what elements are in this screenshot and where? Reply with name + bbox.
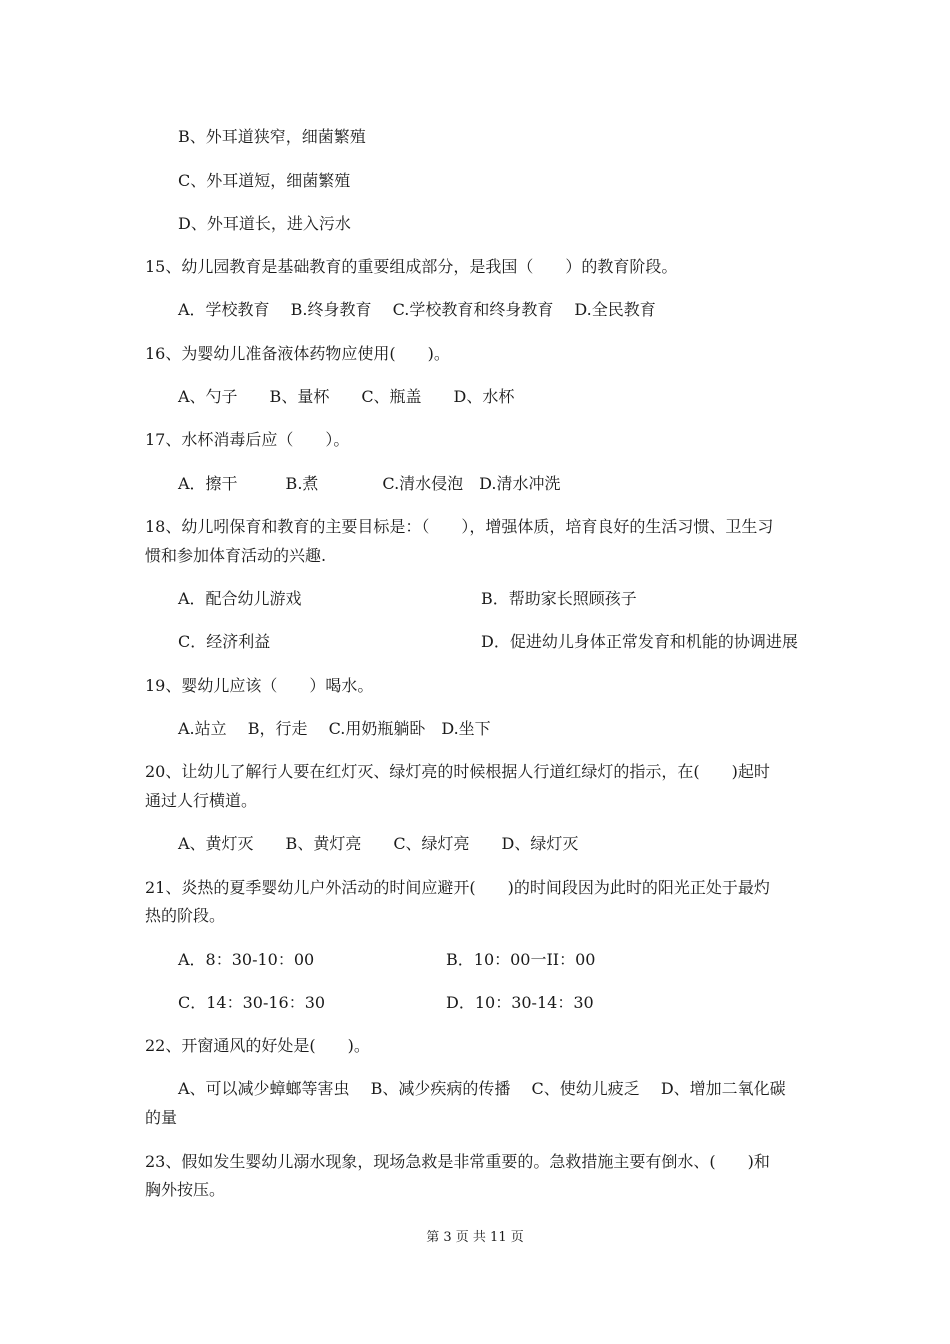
- question-17-options: A．擦干 B.煮 C.清水侵泡 D.清水冲洗: [178, 474, 561, 493]
- question-21-option-c: C．14：30-16：30: [178, 993, 326, 1012]
- question-21-option-a: A．8：30-10：00: [178, 950, 315, 969]
- question-23: 23、假如发生婴幼儿溺水现象，现场急救是非常重要的。急救措施主要有倒水、( )和: [145, 1152, 770, 1171]
- question-19: 19、婴幼儿应该（ ）喝水。: [145, 676, 374, 695]
- question-15: 15、幼儿园教育是基础教育的重要组成部分，是我国（ ）的教育阶段。: [145, 257, 678, 276]
- question-16-options: A、勺子 B、量杯 C、瓶盖 D、水杯: [178, 387, 515, 406]
- question-21: 21、炎热的夏季婴幼儿户外活动的时间应避开( )的时间段因为此时的阳光正处于最灼: [145, 878, 770, 897]
- question-21-option-d: D．10：30-14：30: [446, 993, 594, 1012]
- question-22-options: A、可以减少蟑螂等害虫 B、减少疾病的传播 C、使幼儿疲乏 D、增加二氧化碳: [178, 1079, 786, 1098]
- option-line: D、外耳道长，进入污水: [178, 214, 351, 233]
- question-20: 20、让幼儿了解行人要在红灯灭、绿灯亮的时候根据人行道红绿灯的指示，在( )起时: [145, 762, 770, 781]
- question-21-cont: 热的阶段。: [145, 906, 226, 925]
- question-18-option-a: A．配合幼儿游戏: [178, 589, 302, 608]
- page-footer: 第 3 页 共 11 页: [426, 1230, 524, 1245]
- option-line: C、外耳道短，细菌繁殖: [178, 171, 351, 190]
- question-22-options-cont: 的量: [145, 1108, 178, 1127]
- question-20-options: A、黄灯灭 B、黄灯亮 C、绿灯亮 D、绿灯灭: [178, 834, 579, 853]
- question-21-option-b: B．10：00一II：00: [446, 950, 596, 969]
- question-18-option-c: C．经济利益: [178, 632, 271, 651]
- question-16: 16、为婴幼儿准备液体药物应使用( )。: [145, 344, 450, 363]
- question-18-option-b: B．帮助家长照顾孩子: [481, 589, 637, 608]
- option-line: B、外耳道狭窄，细菌繁殖: [178, 127, 366, 146]
- question-15-options: A．学校教育 B.终身教育 C.学校教育和终身教育 D.全民教育: [178, 300, 656, 319]
- question-17: 17、水杯消毒后应（ ）。: [145, 430, 350, 449]
- question-18-option-d: D．促进幼儿身体正常发育和机能的协调进展: [481, 632, 798, 651]
- question-20-cont: 通过人行横道。: [145, 791, 258, 810]
- question-18: 18、幼儿吲保育和教育的主要目标是：（ ），增强体质，培育良好的生活习惯、卫生习: [145, 517, 774, 536]
- question-23-cont: 胸外按压。: [145, 1180, 226, 1199]
- question-18-cont: 惯和参加体育活动的兴趣.: [145, 546, 327, 565]
- question-19-options: A.站立 B，行走 C.用奶瓶躺卧 D.坐下: [178, 719, 491, 738]
- question-22: 22、开窗通风的好处是( )。: [145, 1036, 370, 1055]
